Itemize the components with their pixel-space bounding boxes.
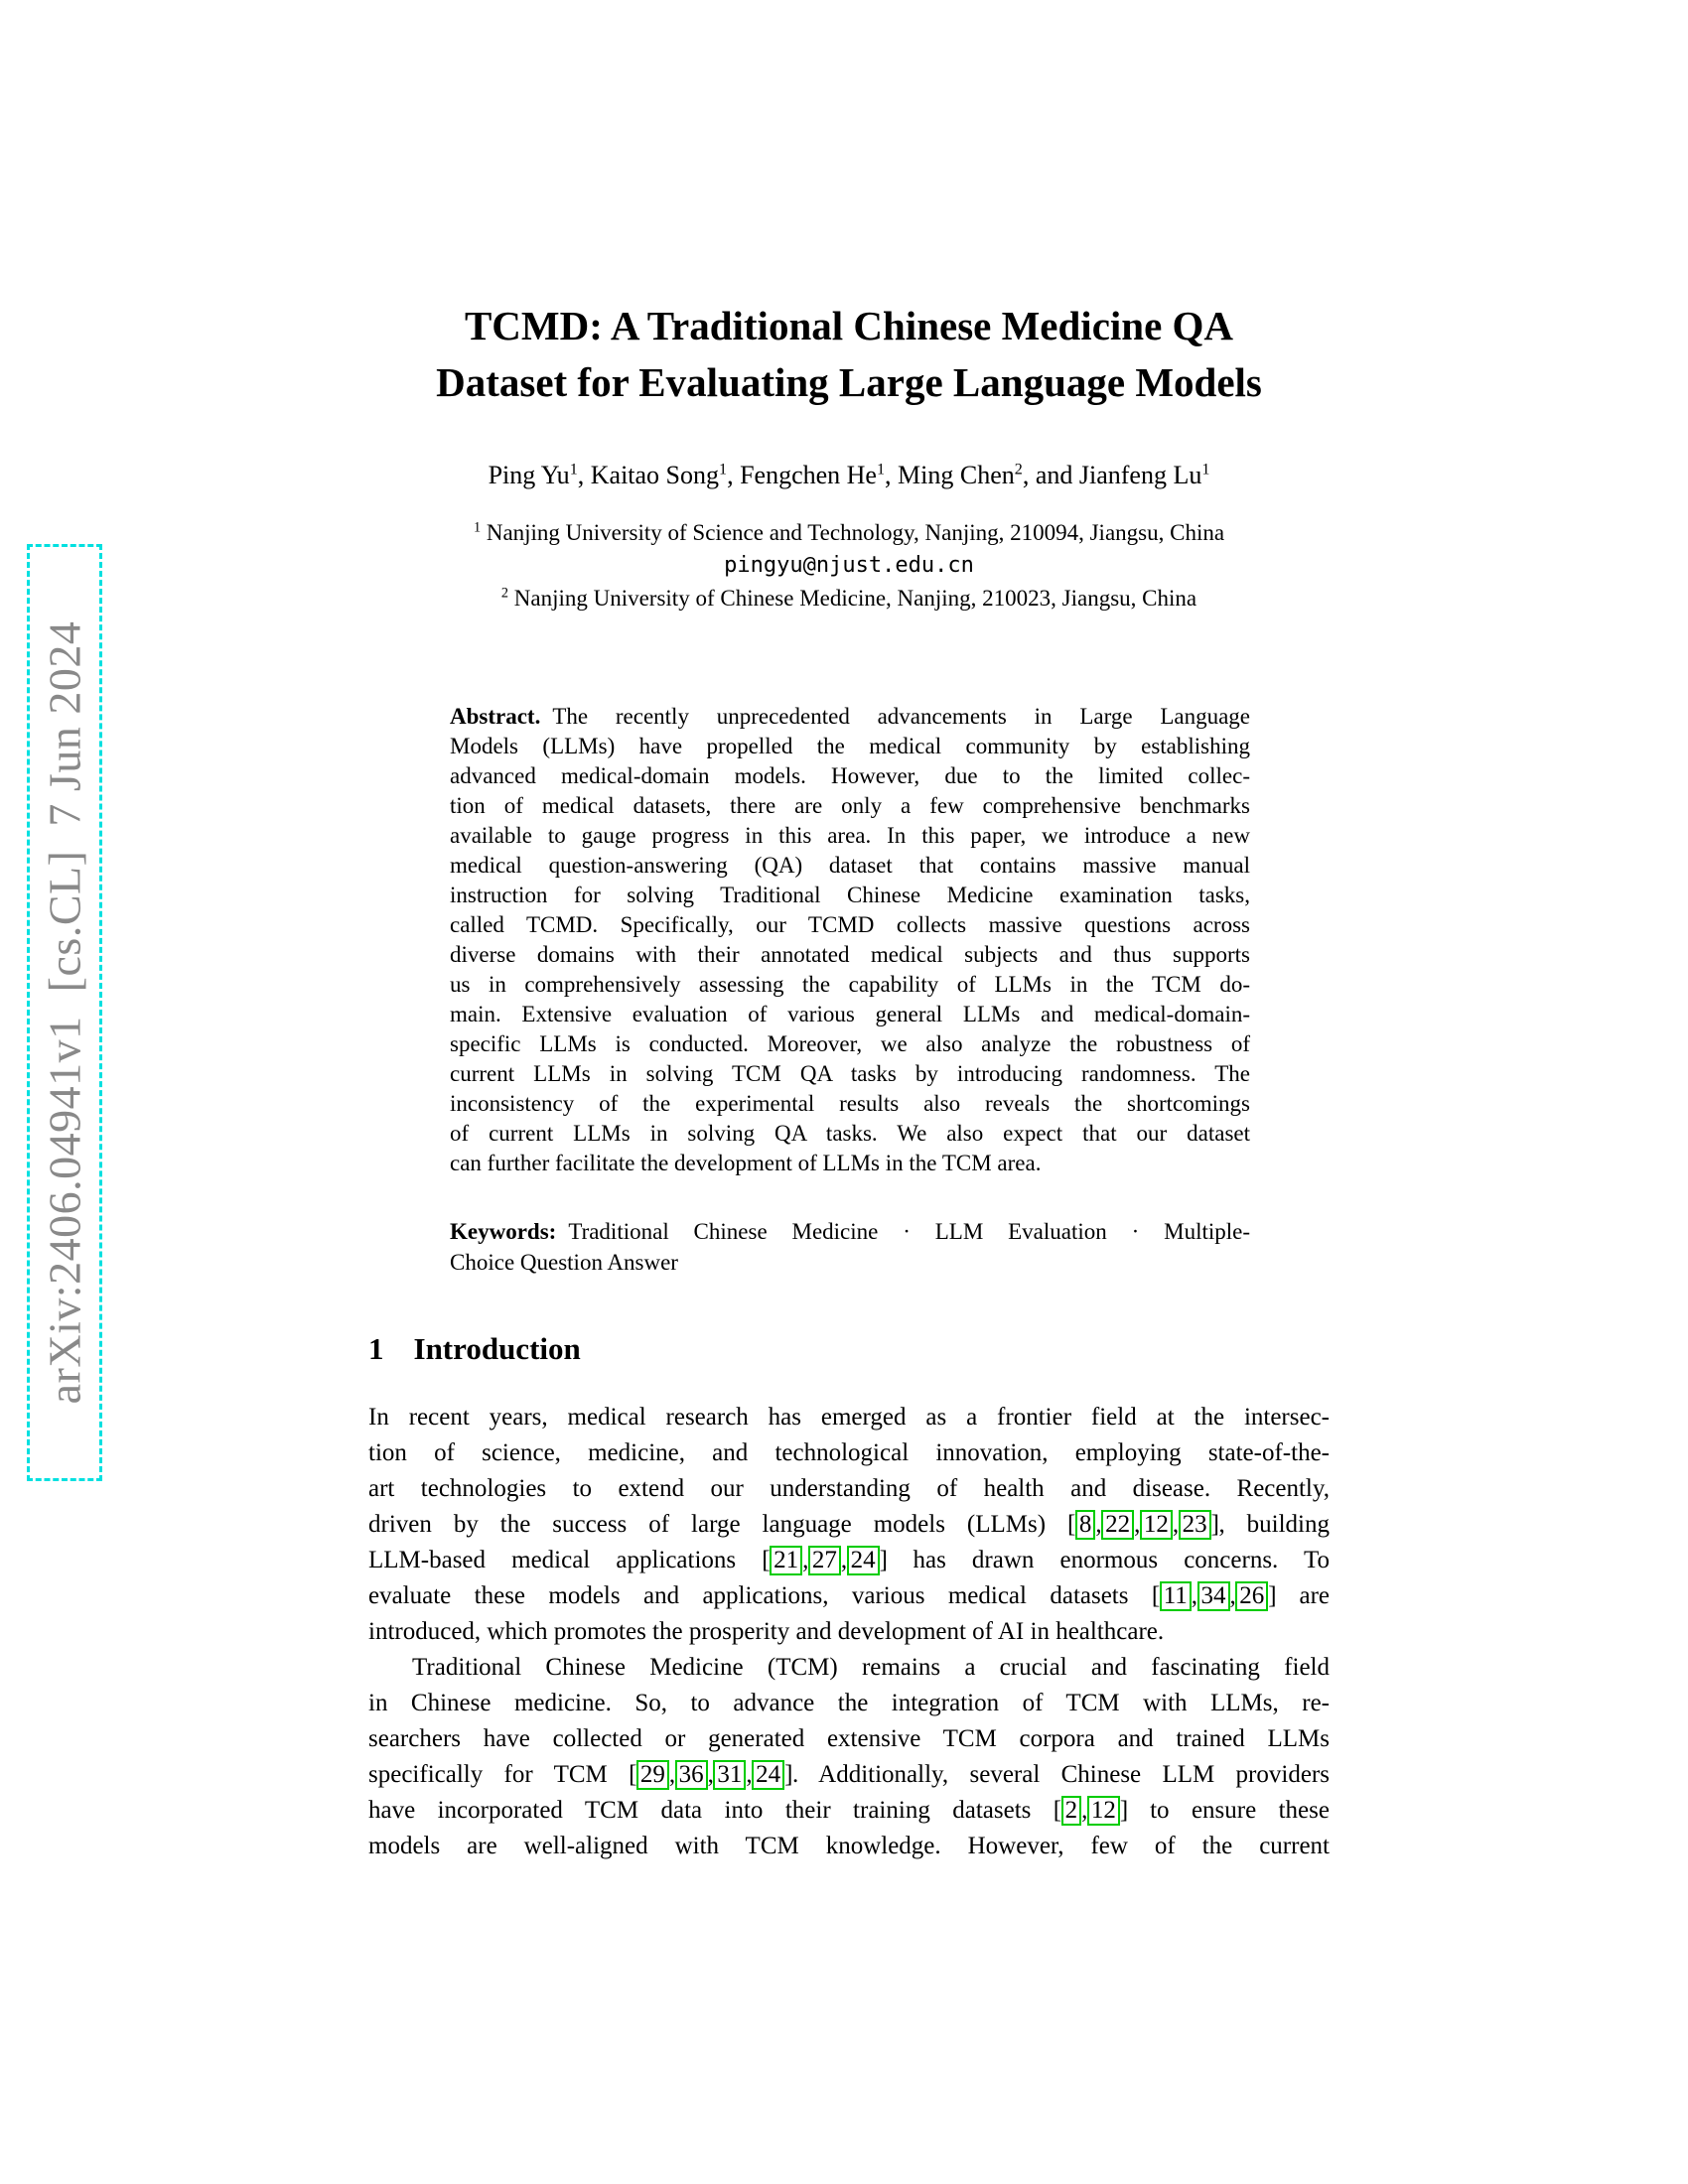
author: Ping Yu$^1$, bbox=[488, 461, 591, 489]
text-line: inconsistency of the experimental results also reveals the shortcomings bbox=[450, 1091, 1250, 1116]
text-line: Keywords: Traditional Chinese Medicine · LLM Evaluation · Multiple- bbox=[450, 1219, 1250, 1244]
author: Ming Chen$^2$, and bbox=[898, 461, 1079, 489]
text-line: in Chinese medicine. So, to advance the integration of TCM with LLMs, re- bbox=[368, 1690, 1330, 1716]
citation-group: [ 2 , 12 ] bbox=[1053, 1797, 1128, 1824]
text-line: instruction for solving Traditional Chinese Medicine examination tasks, bbox=[450, 883, 1250, 907]
text-line: Models (LLMs) have propelled the medical community by establishing bbox=[450, 734, 1250, 758]
abstract-label: Abstract. bbox=[450, 704, 541, 729]
citation-ref[interactable]: 23 bbox=[1179, 1510, 1211, 1540]
section-number: 1 bbox=[368, 1331, 384, 1366]
affiliation-text: Nanjing University of Chinese Medicine, Nanjing, 210023, Jiangsu, China bbox=[513, 586, 1197, 611]
text-line: main. Extensive evaluation of various general LLMs and medical-domain- bbox=[450, 1002, 1250, 1026]
paper-content bbox=[368, 0, 1330, 1864]
author: Kaitao Song$^1$, bbox=[590, 461, 741, 489]
affiliation-line bbox=[368, 516, 1330, 549]
abstract-section bbox=[450, 702, 1250, 1178]
citation-ref[interactable]: 24 bbox=[847, 1546, 880, 1575]
text-line: us in comprehensively assessing the capability of LLMs in the TCM do- bbox=[450, 972, 1250, 997]
arxiv-stamp-text: arXiv:2406.04941v1 [cs.CL] 7 Jun 2024 bbox=[39, 620, 90, 1405]
citation-ref[interactable]: 11 bbox=[1160, 1581, 1192, 1611]
affiliation-mark: 2 bbox=[500, 585, 508, 602]
citation-ref[interactable]: 31 bbox=[713, 1760, 746, 1790]
author: Fengchen He$^1$, bbox=[740, 461, 899, 489]
citation-ref[interactable]: 22 bbox=[1101, 1510, 1134, 1540]
citation-ref[interactable]: 27 bbox=[808, 1546, 841, 1575]
author-affiliation-mark: 2 bbox=[1014, 461, 1023, 478]
text-line: of current LLMs in solving QA tasks. We also expect that our dataset bbox=[450, 1121, 1250, 1146]
citation-ref[interactable]: 12 bbox=[1087, 1796, 1120, 1826]
author-affiliation-mark: 1 bbox=[569, 461, 578, 478]
text-line: specific LLMs is conducted. Moreover, we also analyze the robustness of bbox=[450, 1031, 1250, 1056]
citation-ref[interactable]: 24 bbox=[752, 1760, 784, 1790]
arxiv-stamp bbox=[27, 544, 102, 1481]
text-line: diverse domains with their annotated medical subjects and thus supports bbox=[450, 942, 1250, 967]
citation-ref[interactable]: 26 bbox=[1235, 1581, 1268, 1611]
text-line: have incorporated TCM data into their training datasets [ 2 , 12 ] to ensure these bbox=[368, 1797, 1330, 1824]
authors-line bbox=[368, 461, 1330, 490]
text-line: Traditional Chinese Medicine (TCM) remains a crucial and fascinating field bbox=[412, 1654, 1330, 1681]
keywords-section bbox=[450, 1216, 1250, 1278]
text-line: advanced medical-domain models. However, due to the limited collec- bbox=[450, 763, 1250, 788]
paper-title-line1: TCMD: A Traditional Chinese Medicine QA bbox=[464, 303, 1234, 348]
text-line: specifically for TCM [ 29 , 36 , 31 , 24 ]. Additionally, several Chinese LLM providers bbox=[368, 1761, 1330, 1788]
author-affiliation-mark: 1 bbox=[876, 461, 886, 478]
affiliation-text: Nanjing University of Science and Technology, Nanjing, 210094, Jiangsu, China bbox=[486, 520, 1225, 545]
citation-group: [ 29 , 36 , 31 , 24 ] bbox=[629, 1761, 792, 1788]
author-affiliation-mark: 1 bbox=[719, 461, 728, 478]
section-heading bbox=[368, 1331, 1330, 1367]
author-affiliation-mark: 1 bbox=[1201, 461, 1210, 478]
text-line: models are well-aligned with TCM knowledge. However, few of the current bbox=[368, 1833, 1330, 1859]
citation-group: [ 8 , 22 , 12 , 23 ] bbox=[1067, 1511, 1219, 1538]
keywords-label: Keywords: bbox=[450, 1219, 557, 1244]
citation-ref[interactable]: 2 bbox=[1061, 1796, 1082, 1826]
affiliations bbox=[368, 516, 1330, 614]
citation-ref[interactable]: 12 bbox=[1140, 1510, 1173, 1540]
citation-ref[interactable]: 8 bbox=[1075, 1510, 1096, 1540]
author: Jianfeng Lu$^1$ bbox=[1078, 461, 1210, 489]
citation-ref[interactable]: 36 bbox=[675, 1760, 708, 1790]
text-line: art technologies to extend our understanding of health and disease. Recently, bbox=[368, 1475, 1330, 1502]
text-line: available to gauge progress in this area. In this paper, we introduce a new bbox=[450, 823, 1250, 848]
text-line: tion of medical datasets, there are only a few comprehensive benchmarks bbox=[450, 793, 1250, 818]
paper-title bbox=[368, 298, 1330, 411]
section-title: Introduction bbox=[413, 1331, 581, 1366]
citation-ref[interactable]: 21 bbox=[770, 1546, 802, 1575]
text-line: LLM-based medical applications [ 21 , 27 , 24 ] has drawn enormous concerns. To bbox=[368, 1547, 1330, 1573]
text-line: In recent years, medical research has emerged as a frontier field at the intersec- bbox=[368, 1404, 1330, 1431]
text-line: Choice Question Answer bbox=[450, 1250, 678, 1275]
citation-ref[interactable]: 29 bbox=[636, 1760, 669, 1790]
text-line: driven by the success of large language models (LLMs) [ 8 , 22 , 12 , 23 ], building bbox=[368, 1511, 1330, 1538]
text-line: tion of science, medicine, and technological innovation, employing state-of-the- bbox=[368, 1439, 1330, 1466]
paragraph bbox=[368, 1400, 1330, 1650]
text-line: can further facilitate the development of LLMs in the TCM area. bbox=[450, 1151, 1042, 1175]
email-address: pingyu@njust.edu.cn bbox=[724, 553, 974, 578]
text-line: introduced, which promotes the prosperity and development of AI in healthcare. bbox=[368, 1618, 1165, 1645]
affiliation-line bbox=[368, 582, 1330, 614]
affiliation-mark: 1 bbox=[473, 519, 482, 536]
text-line: evaluate these models and applications, various medical datasets [ 11 , 34 , 26 ] are bbox=[368, 1582, 1330, 1609]
text-line: medical question-answering (QA) dataset that contains massive manual bbox=[450, 853, 1250, 878]
text-line: called TCMD. Specifically, our TCMD collects massive questions across bbox=[450, 912, 1250, 937]
paper-title-line2: Dataset for Evaluating Large Language Models bbox=[436, 359, 1262, 405]
citation-group: [ 11 , 34 , 26 ] bbox=[1151, 1582, 1277, 1609]
citation-group: [ 21 , 27 , 24 ] bbox=[762, 1547, 888, 1573]
text-line: current LLMs in solving TCM QA tasks by introducing randomness. The bbox=[450, 1061, 1250, 1086]
citation-ref[interactable]: 34 bbox=[1197, 1581, 1230, 1611]
text-line: Abstract. The recently unprecedented advancements in Large Language bbox=[450, 704, 1250, 729]
paragraph bbox=[368, 1650, 1330, 1864]
text-line: searchers have collected or generated extensive TCM corpora and trained LLMs bbox=[368, 1725, 1330, 1752]
